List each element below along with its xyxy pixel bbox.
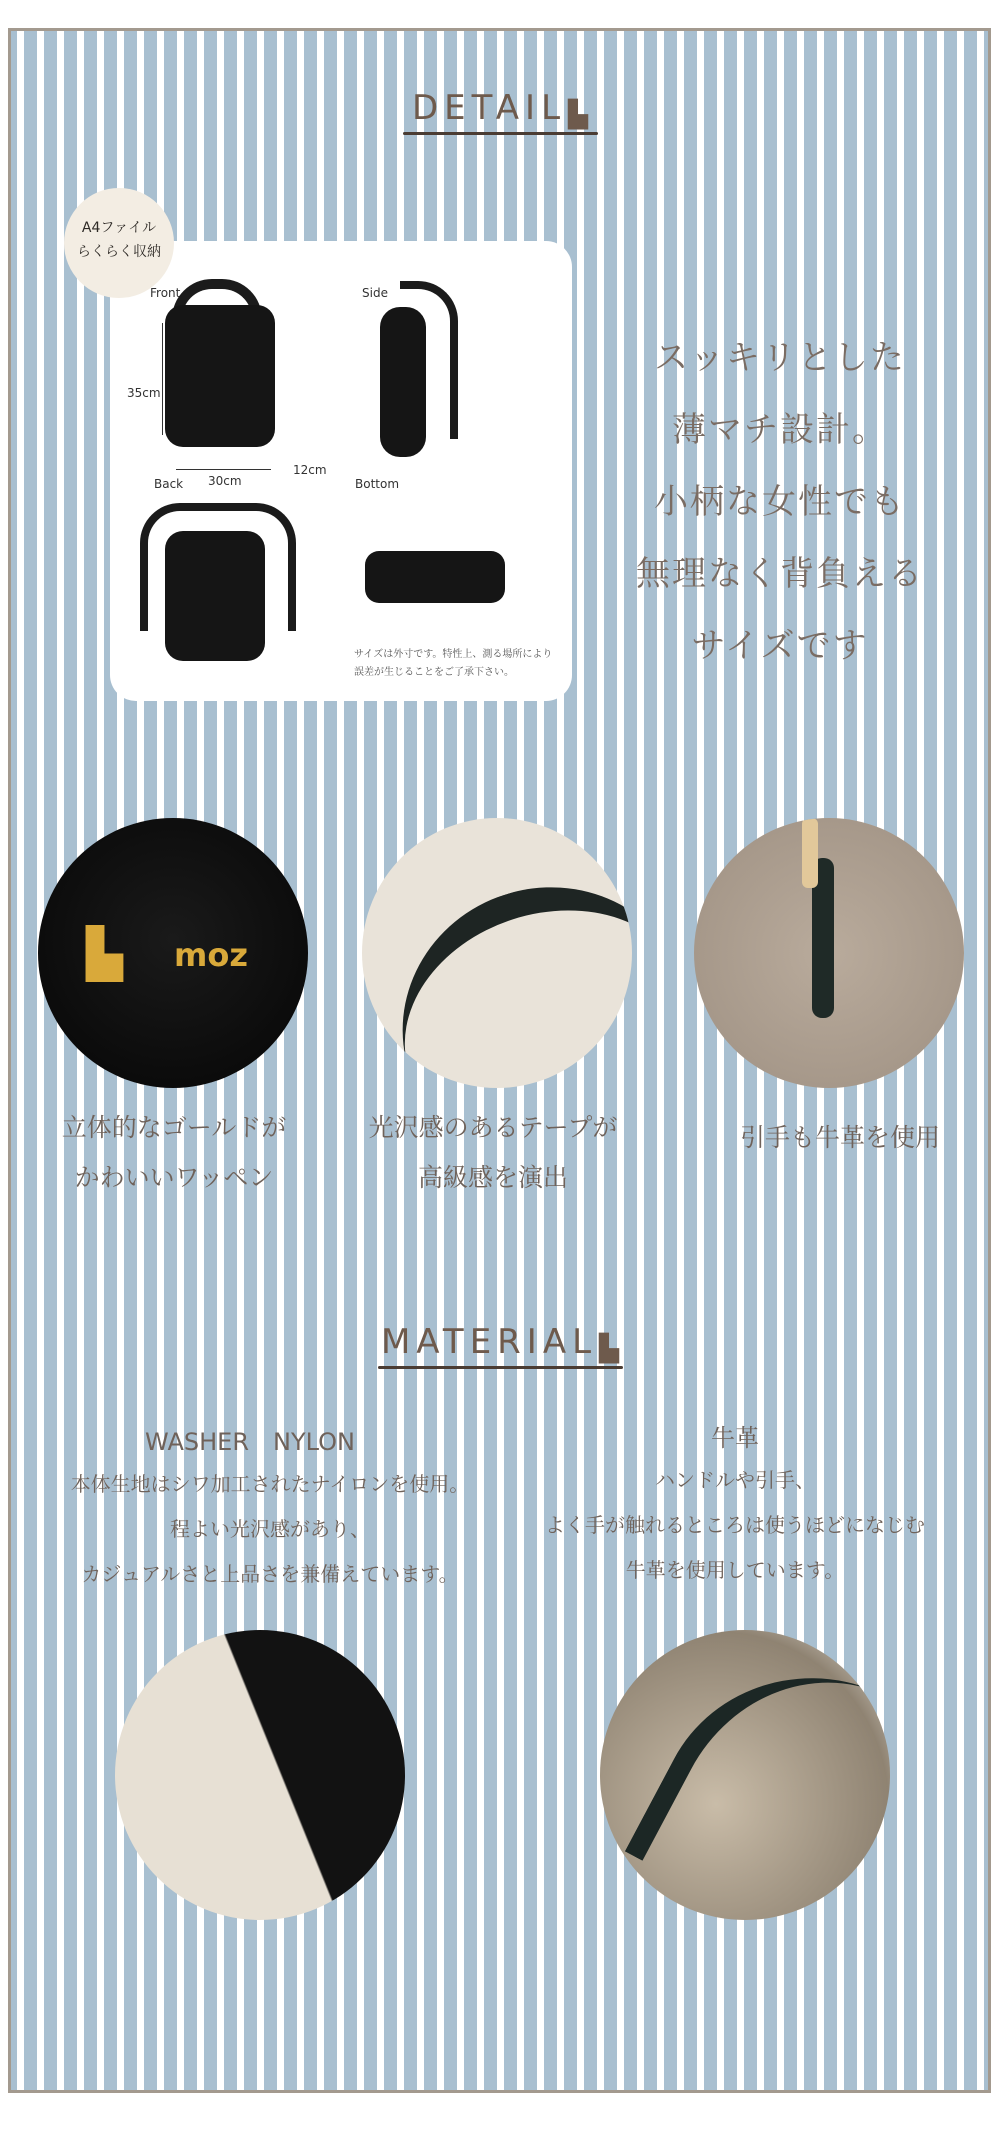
detail-heading: [0, 88, 1000, 135]
label-depth: 12cm: [293, 463, 327, 477]
moose-icon: ▙: [599, 1333, 620, 1364]
feature-caption-2: [343, 1103, 643, 1203]
label-back: Back: [154, 477, 184, 491]
moose-icon: ▙: [568, 99, 589, 130]
detail-description-line: 小柄な女性でも: [654, 482, 906, 522]
side-bag-strap: [400, 281, 458, 439]
product-size-card: [110, 241, 572, 701]
material-heading-text: MATERIAL: [380, 1322, 598, 1362]
material-leather-line: ハンドルや引手、: [655, 1468, 815, 1492]
detail-description-line: 薄マチ設計。: [672, 410, 888, 450]
caption-line: かわいいワッペン: [74, 1163, 274, 1192]
feature-photo-gold-emblem: [38, 818, 308, 1088]
a4-badge: [64, 188, 174, 298]
feature-caption-3: [690, 1113, 990, 1163]
material-heading-underline: [378, 1366, 623, 1369]
label-width: 30cm: [208, 474, 242, 488]
material-nylon-line: 程よい光沢感があり、: [170, 1517, 370, 1541]
badge-line1: A4ファイル: [81, 220, 157, 236]
material-nylon-title: WASHER NYLON: [145, 1428, 355, 1456]
badge-line2: らくらく収納: [77, 244, 161, 260]
dimension-line-horizontal: [176, 469, 271, 470]
gold-moose-emblem: ▙: [86, 926, 123, 982]
dimension-line-vertical: [162, 323, 163, 435]
caption-line: 立体的なゴールドが: [61, 1113, 287, 1142]
material-heading: [0, 1322, 1000, 1369]
material-leather-title: 牛革: [711, 1424, 759, 1452]
bottom-view-image: [365, 551, 505, 603]
material-nylon-line: カジュアルさと上品さを兼備えています。: [81, 1562, 459, 1586]
feature-photo-leather-pull: [694, 818, 964, 1088]
tape-strip-shape: [366, 850, 632, 1088]
label-side: Side: [362, 286, 388, 300]
detail-description: [620, 322, 940, 682]
back-bag-image: [165, 531, 265, 661]
detail-description-line: サイズです: [691, 626, 869, 666]
material-photo-leather: [600, 1630, 890, 1920]
size-note-line1: サイズは外寸です。特性上、測る場所により: [354, 649, 553, 660]
label-height: 35cm: [127, 386, 161, 400]
size-note-line2: 誤差が生じることをご了承下さい。: [354, 667, 514, 678]
detail-description-line: 無理なく背負える: [636, 554, 924, 594]
material-photo-nylon: [115, 1630, 405, 1920]
label-front: Front: [150, 286, 181, 300]
material-leather-line: 牛革を使用しています。: [625, 1558, 845, 1582]
material-leather-line: よく手が触れるところは使うほどになじむ: [545, 1513, 925, 1537]
feature-caption-1: [24, 1103, 324, 1203]
label-bottom: Bottom: [355, 477, 400, 491]
caption-line: 光沢感のあるテープが: [368, 1113, 618, 1142]
detail-description-line: スッキリとした: [654, 338, 906, 378]
caption-line: 高級感を演出: [417, 1163, 568, 1192]
material-leather: [505, 1418, 965, 1593]
detail-heading-text: DETAIL: [411, 88, 567, 128]
feature-photo-glossy-tape: [362, 818, 632, 1088]
gold-logo-emblem: moz: [174, 936, 248, 974]
front-bag-image: [165, 305, 275, 447]
detail-heading-underline: [403, 132, 598, 135]
material-nylon: [40, 1422, 500, 1597]
size-note: [354, 646, 552, 682]
material-nylon-line: 本体生地はシワ加工されたナイロンを使用。: [70, 1472, 470, 1496]
caption-line: 引手も牛革を使用: [739, 1123, 940, 1152]
zipper-slider-shape: [802, 818, 818, 888]
